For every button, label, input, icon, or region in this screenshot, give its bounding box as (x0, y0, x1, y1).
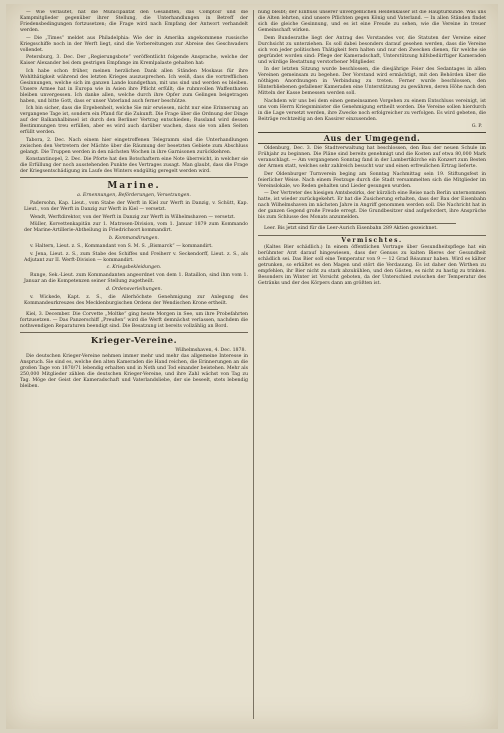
marine-entry: Wendt, Werftdirektor, von der Werft in Danzig zur Werft in Wilhelmshaven — versetzt. (30, 214, 236, 220)
section-divider (20, 177, 248, 178)
article-paragraph: Petersburg, 3. Dec. Der „Regierungsbote“ veröffentlicht folgende Ansprache, welche der Kaiser Alexander bei dem gestrigen Empfange im Kremlpalaste gehalten hat: (20, 55, 248, 67)
column-rule (253, 10, 254, 719)
article-paragraph: (Kaltes Bier schädlich.) In einem öffentlichen Vortrage über Gesundheitspflege hat ein berühmter Arzt darauf hingewiesen, dass der Genuss zu kalten Bieres der Gesundheit schädlich sei. Das Bier soll eine Temperatur von 9 — 12 Grad Réaumur haben. Wird es kälter getrunken, so erkältet es den Magen und stört die Verdauung. Es ist daher den Wirthen zu empfehlen, ihr Bier nicht zu stark abzukühlen, und den Gästen, es nicht zu hastig zu trinken. Besonders im Winter ist Vorsicht geboten, da der Unterschied zwischen der Temperatur des Getränks und der des Körpers dann am größten ist. (258, 244, 486, 286)
article-paragraph: Konstantinopel, 2. Dec. Die Pforte hat den Botschaftern eine Note überreicht, in welcher sie die Erfüllung der noch ausstehenden Punkte des Vertrages zusagt. Man glaubt, dass die Frage der Kriegsentschädigung im Laufe des Winters endgültig geregelt werden wird. (20, 157, 248, 175)
marine-entry: Müller, Korvettenkapitän zur 1. Matrosen-Division, vom 1. Januar 1879 zum Kommando der Marine-Artillerie-Abtheilung in Friedrichsort kommandirt. (24, 222, 248, 234)
article-paragraph: Der Oldenburger Turnverein beging am Sonntag Nachmittag sein 19. Stiftungsfest in feierlicher Weise. Nach einem Festzuge durch die Stadt versammelten sich die Mitglieder im Vereinslokale, wo Reden gehalten und Lieder gesungen wurden. (258, 171, 486, 189)
section-divider (50, 309, 218, 310)
vermischtes-heading: Vermischtes. (341, 236, 403, 244)
marine-entry: v. Jena, Lieut. z. S., zum Stabe des Schiffes und Freiherr v. Seckendorff, Lieut. z. S., als Adjutant zur II. Werft-Division — kommandirt. (24, 251, 248, 263)
marine-entry: v. Wickede, Kapt. z. S., die Allerhöchste Genehmigung zur Anlegung des Kommandeurkreuzes des Mecklenburgischen Ordens der Wendischen Krone ertheilt. (24, 294, 248, 306)
article-paragraph: In der letzten Sitzung wurde beschlossen, die diesjährige Feier des Sedantages in allen Vereinen gemeinsam zu begehen. Der Vorstand wird ermächtigt, mit den Behörden über die nöthigen Anordnungen in Verbindung zu treten. Ferner wurde beschlossen, den Hinterbliebenen gefallener Kameraden eine Unterstützung zu gewähren, deren Höhe nach den Mitteln der Kasse bemessen werden soll. (258, 67, 486, 97)
article-paragraph: Kiel, 3. December. Die Corvette „Moltke“ ging heute Morgen in See, um ihre Probefahrten fortzusetzen. — Das Panzerschiff „Preußen“ wird die Werft demnächst verlassen, nachdem die nothwendigen Reparaturen beendigt sind. Die Besatzung ist bereits vollzählig an Bord. (20, 311, 248, 329)
section-divider (258, 235, 486, 236)
umgegend-heading: Aus der Umgegend. (258, 132, 486, 144)
marine-subheading: a. Ernennungen, Beförderungen, Versetzungen. (77, 193, 191, 199)
article-paragraph: Leer. Bis jetzt sind für die Leer-Aurich Eisenbahn 289 Aktien gezeichnet. (264, 226, 438, 232)
article-paragraph: Oldenburg, Dec. 3. Die Stadtverwaltung hat beschlossen, den Bau der neuen Schule im Frühjahr zu beginnen. Die Pläne sind bereits genehmigt und die Kosten auf etwa 80,000 Mark veranschlagt. — Am vergangenen Sonntag fand in der Lambertikirche ein Konzert zum Besten der Armen statt, welches sehr zahlreich besucht war und einen erfreulichen Ertrag lieferte. (258, 146, 486, 170)
dateline: Wilhelmshaven, 4. Dec. 1878. (175, 347, 246, 353)
newspaper-page (6, 4, 498, 729)
krieger-vereine-heading: Krieger-Vereine. (90, 335, 178, 346)
article-paragraph: Ich habe schon früher, meinen herzlichen Dank allen Ständen Moskaus für ihre Wohlthätigkeit während des letzten Krieges auszusprechen. Ich weiß, dass die vortrefflichen Gesinnungen, welche sich im ganzen Lande kundgethan, mit uns sind und werden es bleiben. Unsere Armee hat in Europa wie in Asien ihre Pflicht erfüllt; die ruhmvollen Waffenthaten bleiben unvergessen. Ich danke allen, welche durch ihre Opfer zum Gelingen beigetragen haben, und bitte Gott, dass er unser Vaterland auch ferner beschütze. (20, 68, 248, 104)
article-paragraph: Die deutschen Krieger-Vereine nehmen immer mehr und mehr das allgemeine Interesse in Anspruch. Sie sind es, welche den alten Kameraden die Hand reichen, die Erinnerungen an die großen Tage von 1870/71 lebendig erhalten und in Noth und Tod einander beistehen. Mehr als 250,000 Mitglieder zählen die deutschen Krieger-Vereine, und ihre Zahl wächst von Tag zu Tag. Möge der Geist der Kameradschaft und Vaterlandsliebe, der sie beseelt, stets lebendig bleiben. (20, 353, 248, 389)
section-divider (20, 332, 248, 333)
article-paragraph: Dem Bundesrathe liegt der Antrag des Vorstandes vor, die Statuten der Vereine einer Durchsicht zu unterziehen. Es soll dabei besonders darauf gesehen werden, dass die Vereine sich von jeder politischen Thätigkeit fern halten und nur den Zwecken dienen, für welche sie gegründet worden sind: Pflege der Kameradschaft, Unterstützung hilfsbedürftiger Kameraden und würdige Bestattung verstorbener Mitglieder. (258, 35, 486, 65)
left-column (20, 10, 248, 721)
marine-subheading: b. Kommandirungen. (109, 235, 159, 241)
marine-heading: Marine. (107, 181, 161, 192)
section-divider (288, 223, 456, 224)
article-paragraph: Nachdem wir uns bei dem einen gemeinsamen Vorgehen zu einem Entschluss vereinigt, ist uns vom Herrn Kriegsminister die Genehmigung ertheilt worden. Die Vereine sollen hierdurch in die Lage versetzt werden, ihre Zwecke noch erfolgreicher zu verfolgen. Es wird gebeten, die Beiträge rechtzeitig an den Kassirer einzusenden. (258, 98, 486, 122)
right-column (258, 10, 486, 721)
marine-subheading: c. Kriegsbekleidungen. (106, 265, 162, 271)
article-paragraph: nung bleibt; der Einfluss unserer unvergeßlichen Heldenkaiser ist die Haupturkunde. Was uns die Alten lehrten, sind unsere Pflichten gegen König und Vaterland. — In allen Ständen findet sich die gleiche Gesinnung, und es ist eine Freude zu sehen, wie die Vereine in treuer Gemeinschaft wirken. (258, 10, 486, 34)
article-paragraph: — Die „Times“ meldet aus Philadelphia: Wie der in Amerika angekommene russische Kriegsschiffe noch in der Werft liegt, sind die Vorbereitungen zur Abreise des Geschwaders vollendet. (20, 35, 248, 53)
marine-entry: Runge, Sek.-Lieut. zum Kommandanten angeordnet von dem 1. Bataillon, sind ihm vom 1. Januar an die Kompetenzen seiner Stellung zugetheilt. (24, 273, 248, 285)
marine-subheading: d. Ordensverleihungen. (105, 286, 163, 292)
marine-entry: v. Haltern, Lieut. z. S., Kommandant von S. M. S. „Bismarck“ — kommandirt. (30, 243, 213, 249)
signature: G. P. (471, 124, 482, 130)
marine-entry: Padersohn, Kap. Lieut., vom Stabe der Werft in Kiel zur Werft in Danzig, v. Schütt, Kap. Lieut., von der Werft in Danzig zur Werft in Kiel — versetzt. (24, 201, 248, 213)
article-paragraph: Ich bin sicher, dass die Ergebenheit, welche Sie mir erwiesen, nicht nur eine Erinnerung an vergangene Tage ist, sondern ein Pfand für die Zukunft. Die Frage über die Ordnung der Dinge auf der Balkanhalbinsel ist durch den Berliner Vertrag entschieden; Russland wird dessen Bestimmungen treu erfüllen, aber es wird auch darüber wachen, dass sie von allen Seiten erfüllt werden. (20, 106, 248, 136)
article-paragraph: Tabora, 2. Dec. Nach einem hier eingetroffenen Telegramm sind die Unterhandlungen zwischen den Vertretern der Mächte über die Räumung der besetzten Gebiete zum Abschluss gelangt. Die Truppen werden in den nächsten Wochen in ihre Garnisonen zurückkehren. (20, 137, 248, 155)
article-paragraph: — Wie verlautet, hat die Municipalität den Gesandten, das Comptoir und die Kampmitglieder gegenüber ihrer Stellung, die Unterhandlungen in Betreff der Friedensbedingungen fortzusetzen; die Frage wird nach Empfang der Antwort verhandelt werden. (20, 10, 248, 34)
article-paragraph: — Der Vertreter des hiesigen Amtsbezirks, der kürzlich eine Reise nach Berlin unternommen hatte, ist wieder zurückgekehrt. Er hat die Zusicherung erhalten, dass der Bau der Eisenbahn nach Wilhelmshaven im nächsten Jahre in Angriff genommen werden soll. Die Nachricht hat in der ganzen Gegend große Freude erregt. Die Grundbesitzer sind aufgefordert, ihre Ansprüche bis zum Schlusse des Monats anzumelden. (258, 191, 486, 221)
